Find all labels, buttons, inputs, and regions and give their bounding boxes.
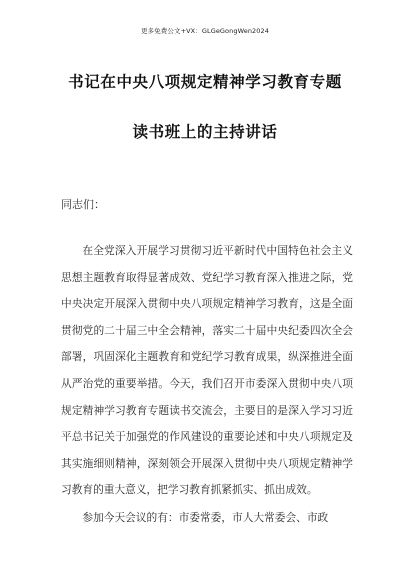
salutation: 同志们： — [61, 198, 105, 211]
body-paragraph-1: 在全党深入开展学习贯彻习近平新时代中国特色社会主义思想主题教育取得显著成效、党纪学习教育深入推进之际，党中央决定开展深入贯彻中央八项规定精神学习教育，这是全面贯彻党的二十届三中全会精神，落实二十届中央纪委四次全会部署，巩固深化主题教育和党纪学习教育成果，纵深推进全面从严治党的重要举措。今天，我们召开市委深入贯彻中央八项规定精神学习教育专题读书交流会，主要目的是深入学习习近平总书记关于加强党的作风建设的重要论述和中央八项规定及其实施细则精神，深刻领会开展深入贯彻中央八项规定精神学习教育的重大意义，把学习教育抓紧抓实、抓出成效。 — [61, 244, 353, 497]
document-title-line-1: 书记在中央八项规定精神学习教育专题 — [68, 73, 342, 91]
document-title-line-2: 读书班上的主持讲话 — [132, 123, 278, 141]
body-paragraph-2: 参加今天会议的有：市委常委，市人大常委会、市政 — [82, 511, 329, 524]
header-note: 更多免费公文+VX：GLGeGongWen2024 — [140, 27, 269, 35]
